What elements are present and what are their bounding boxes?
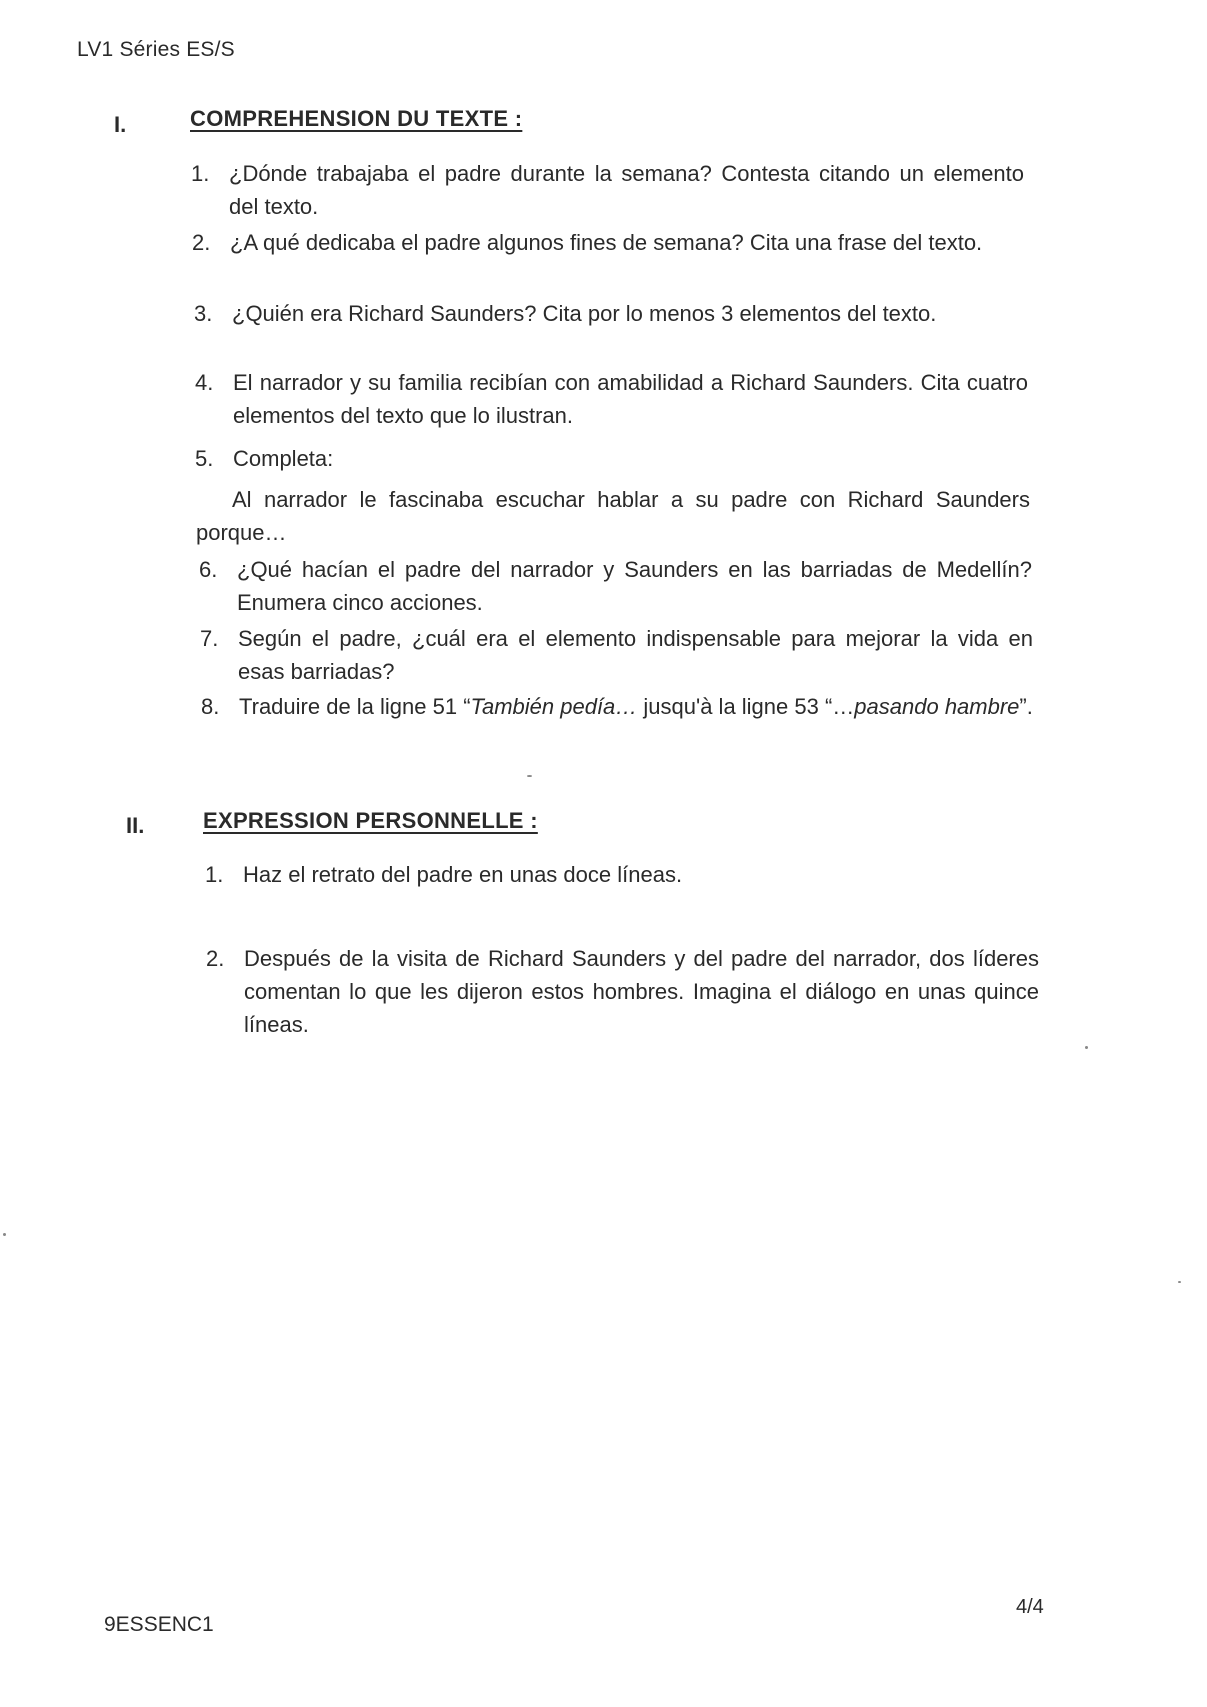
question-number: 2. — [192, 230, 211, 255]
quote-start-italic: También pedía… — [470, 694, 638, 719]
question-number: 7. — [200, 626, 219, 651]
question-text: Según el padre, ¿cuál era el elemento indispensable para mejorar la vida en esas barriadas? — [238, 626, 1033, 684]
translate-text-end: ”. — [1019, 694, 1033, 719]
section-2-title: EXPRESSION PERSONNELLE : — [203, 808, 538, 833]
question-text: ¿A qué dedicaba el padre algunos fines de semana? Cita una frase del texto. — [230, 230, 983, 255]
question-number: 1. — [205, 862, 224, 887]
scan-speck — [527, 775, 532, 777]
translate-text-middle: jusqu'à la ligne 53 “… — [637, 694, 855, 719]
section-2-number: II. — [126, 813, 145, 838]
question-number: 1. — [191, 161, 210, 186]
question-number: 8. — [201, 694, 220, 719]
question-1-2 — [192, 226, 1025, 259]
question-1-5 — [195, 442, 1028, 475]
question-text: Haz el retrato del padre en unas doce líneas. — [243, 862, 683, 887]
question-text: Después de la visita de Richard Saunders y del padre del narrador, dos líderes comentan lo que les dijeron estos hombres. Imagina el diálogo en unas quince líneas. — [244, 946, 1039, 1037]
question-number: 5. — [195, 446, 214, 471]
question-2-2 — [206, 942, 1039, 1041]
question-number: 4. — [195, 370, 214, 395]
scan-speck — [1085, 1046, 1088, 1049]
question-2-1 — [205, 858, 1038, 891]
question-1-6 — [199, 553, 1032, 619]
series-header: LV1 Séries ES/S — [77, 38, 235, 61]
page-number: 4/4 — [1016, 1596, 1044, 1618]
question-1-1 — [191, 157, 1024, 223]
question-1-3 — [194, 297, 1027, 330]
section-1-number: I. — [114, 112, 127, 137]
question-1-8 — [201, 690, 1034, 723]
scan-speck — [3, 1233, 6, 1236]
question-1-4 — [195, 366, 1028, 432]
question-number: 3. — [194, 301, 213, 326]
section-1-title: COMPREHENSION DU TEXTE : — [190, 106, 523, 131]
question-number: 2. — [206, 946, 225, 971]
document-code: 9ESSENC1 — [104, 1613, 214, 1636]
scan-speck — [1178, 1281, 1181, 1283]
quote-end-italic: pasando hambre — [854, 694, 1020, 719]
question-text: El narrador y su familia recibían con amabilidad a Richard Saunders. Cita cuatro elementos del texto que lo ilustran. — [233, 370, 1028, 428]
question-1-5-prompt — [196, 483, 1030, 549]
question-text: ¿Dónde trabajaba el padre durante la semana? Contesta citando un elemento del texto. — [229, 161, 1024, 219]
question-number: 6. — [199, 557, 218, 582]
question-text: ¿Quién era Richard Saunders? Cita por lo menos 3 elementos del texto. — [232, 301, 937, 326]
question-text: Completa: — [233, 446, 334, 471]
question-1-7 — [200, 622, 1033, 688]
completion-prompt: Al narrador le fascinaba escuchar hablar a su padre con Richard Saunders porque… — [196, 487, 1030, 545]
question-text: ¿Qué hacían el padre del narrador y Saunders en las barriadas de Medellín? Enumera cinco acciones. — [237, 557, 1032, 615]
translate-text-start: Traduire de la ligne 51 “ — [239, 694, 471, 719]
